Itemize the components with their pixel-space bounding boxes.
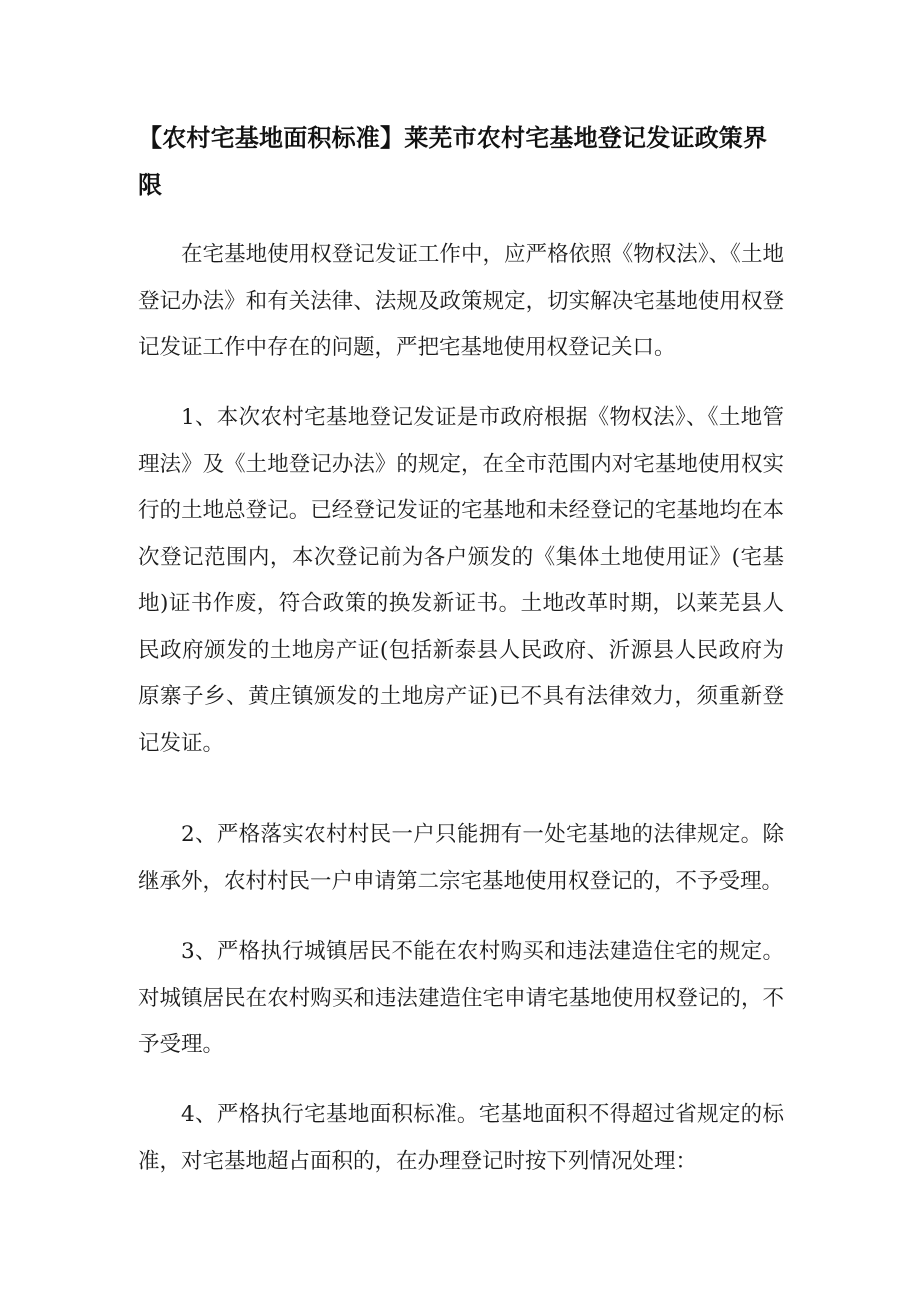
paragraph-item-2: 2、严格落实农村村民一户只能拥有一处宅基地的法律规定。除继承外，农村村民一户申请第二宗宅基地使用权登记的，不予受理。	[138, 822, 784, 894]
paragraph-item-3: 3、严格执行城镇居民不能在农村购买和违法建造住宅的规定。对城镇居民在农村购买和违法建造住宅申请宅基地使用权登记的，不予受理。	[138, 939, 784, 1057]
document-title: 【农村宅基地面积标准】莱芜市农村宅基地登记发证政策界限	[138, 124, 768, 199]
paragraph-intro: 在宅基地使用权登记发证工作中，应严格依照《物权法》、《土地登记办法》和有关法律、法规及政策规定，切实解决宅基地使用权登记发证工作中存在的问题，严把宅基地使用权登记关口。	[138, 242, 784, 360]
paragraph-item-4: 4、严格执行宅基地面积标准。宅基地面积不得超过省规定的标准，对宅基地超占面积的，在办理登记时按下列情况处理：	[138, 1102, 784, 1174]
paragraph-item-1: 1、本次农村宅基地登记发证是市政府根据《物权法》、《土地管理法》及《土地登记办法》的规定，在全市范围内对宅基地使用权实行的土地总登记。已经登记发证的宅基地和未经登记的宅基地均在本次登记范围内，本次登记前为各户颁发的《集体土地使用证》(宅基地)证书作废，符合政策的换发新证书。土地改革时期，以莱芜县人民政府颁发的土地房产证(包括新泰县人民政府、沂源县人民政府为原寨子乡、黄庄镇颁发的土地房产证)已不具有法律效力，须重新登记发证。	[138, 405, 784, 756]
